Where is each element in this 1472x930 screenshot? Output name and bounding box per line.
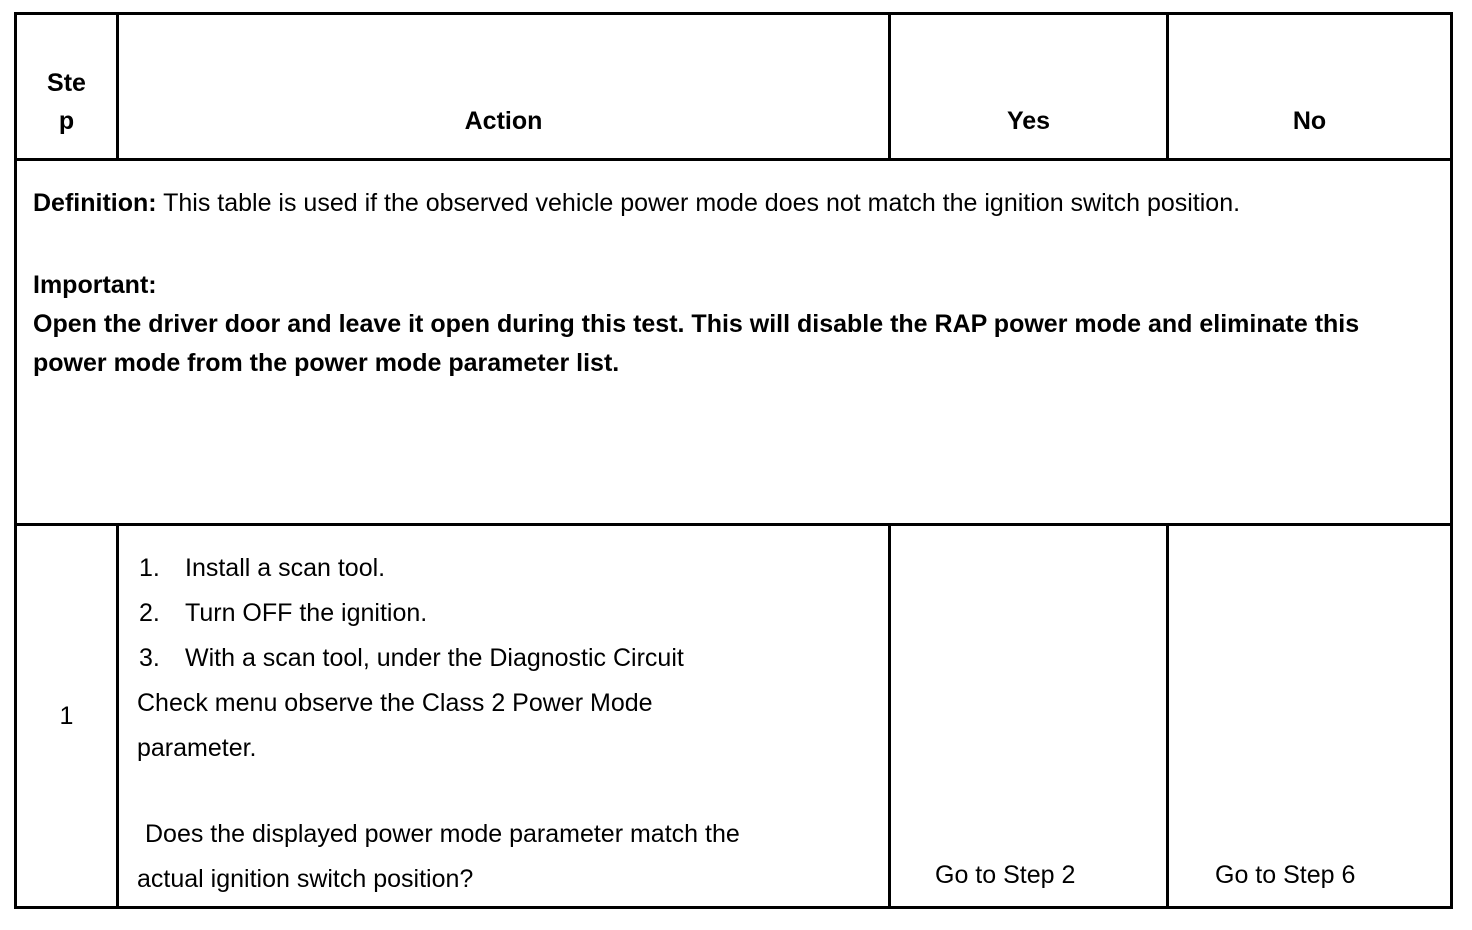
header-step: [16, 14, 118, 160]
action-cell: [118, 525, 890, 908]
header-no: No: [1168, 14, 1452, 160]
definition-row: [16, 160, 1452, 525]
step-question: [137, 812, 872, 902]
definition-cell: [16, 160, 1452, 525]
list-item-text: Install a scan tool.: [185, 554, 386, 582]
yes-cell: [890, 525, 1168, 908]
list-item: [137, 591, 872, 636]
table-header-row: [16, 14, 1452, 160]
action-list: [137, 546, 872, 681]
diagnostic-table: [14, 12, 1453, 909]
no-result: Go to Step 6: [1215, 861, 1356, 889]
action-continuation: Check menu observe the Class 2 Power Mode parameter.: [137, 689, 653, 762]
no-cell: [1168, 525, 1452, 908]
list-item: [137, 546, 872, 591]
list-item-text: Turn OFF the ignition.: [185, 599, 428, 627]
header-step-label: Step: [47, 69, 86, 135]
definition-label: Definition:: [33, 189, 157, 217]
definition-paragraph: [33, 181, 1434, 226]
list-item-text: With a scan tool, under the Diagnostic Circuit: [185, 644, 684, 672]
list-item-number: 2.: [139, 599, 160, 627]
definition-text: This table is used if the observed vehicle power mode does not match the ignition switch position.: [156, 189, 1241, 217]
question-line-1: Does the displayed power mode parameter match the: [145, 820, 740, 848]
header-yes: Yes: [890, 14, 1168, 160]
important-block: [33, 266, 1434, 383]
yes-result: Go to Step 2: [935, 861, 1076, 889]
question-line-2: actual ignition switch position?: [137, 865, 474, 893]
step-number: 1: [16, 525, 118, 908]
list-item: [137, 636, 872, 681]
important-label: Important:: [33, 271, 157, 299]
list-item-number: 1.: [139, 554, 160, 582]
table-row: [16, 525, 1452, 908]
list-item-number: 3.: [139, 644, 160, 672]
header-action: Action: [118, 14, 890, 160]
important-text: Open the driver door and leave it open during this test. This will disable the RAP power mode and eliminate this power mode from the power mode parameter list.: [33, 310, 1360, 377]
